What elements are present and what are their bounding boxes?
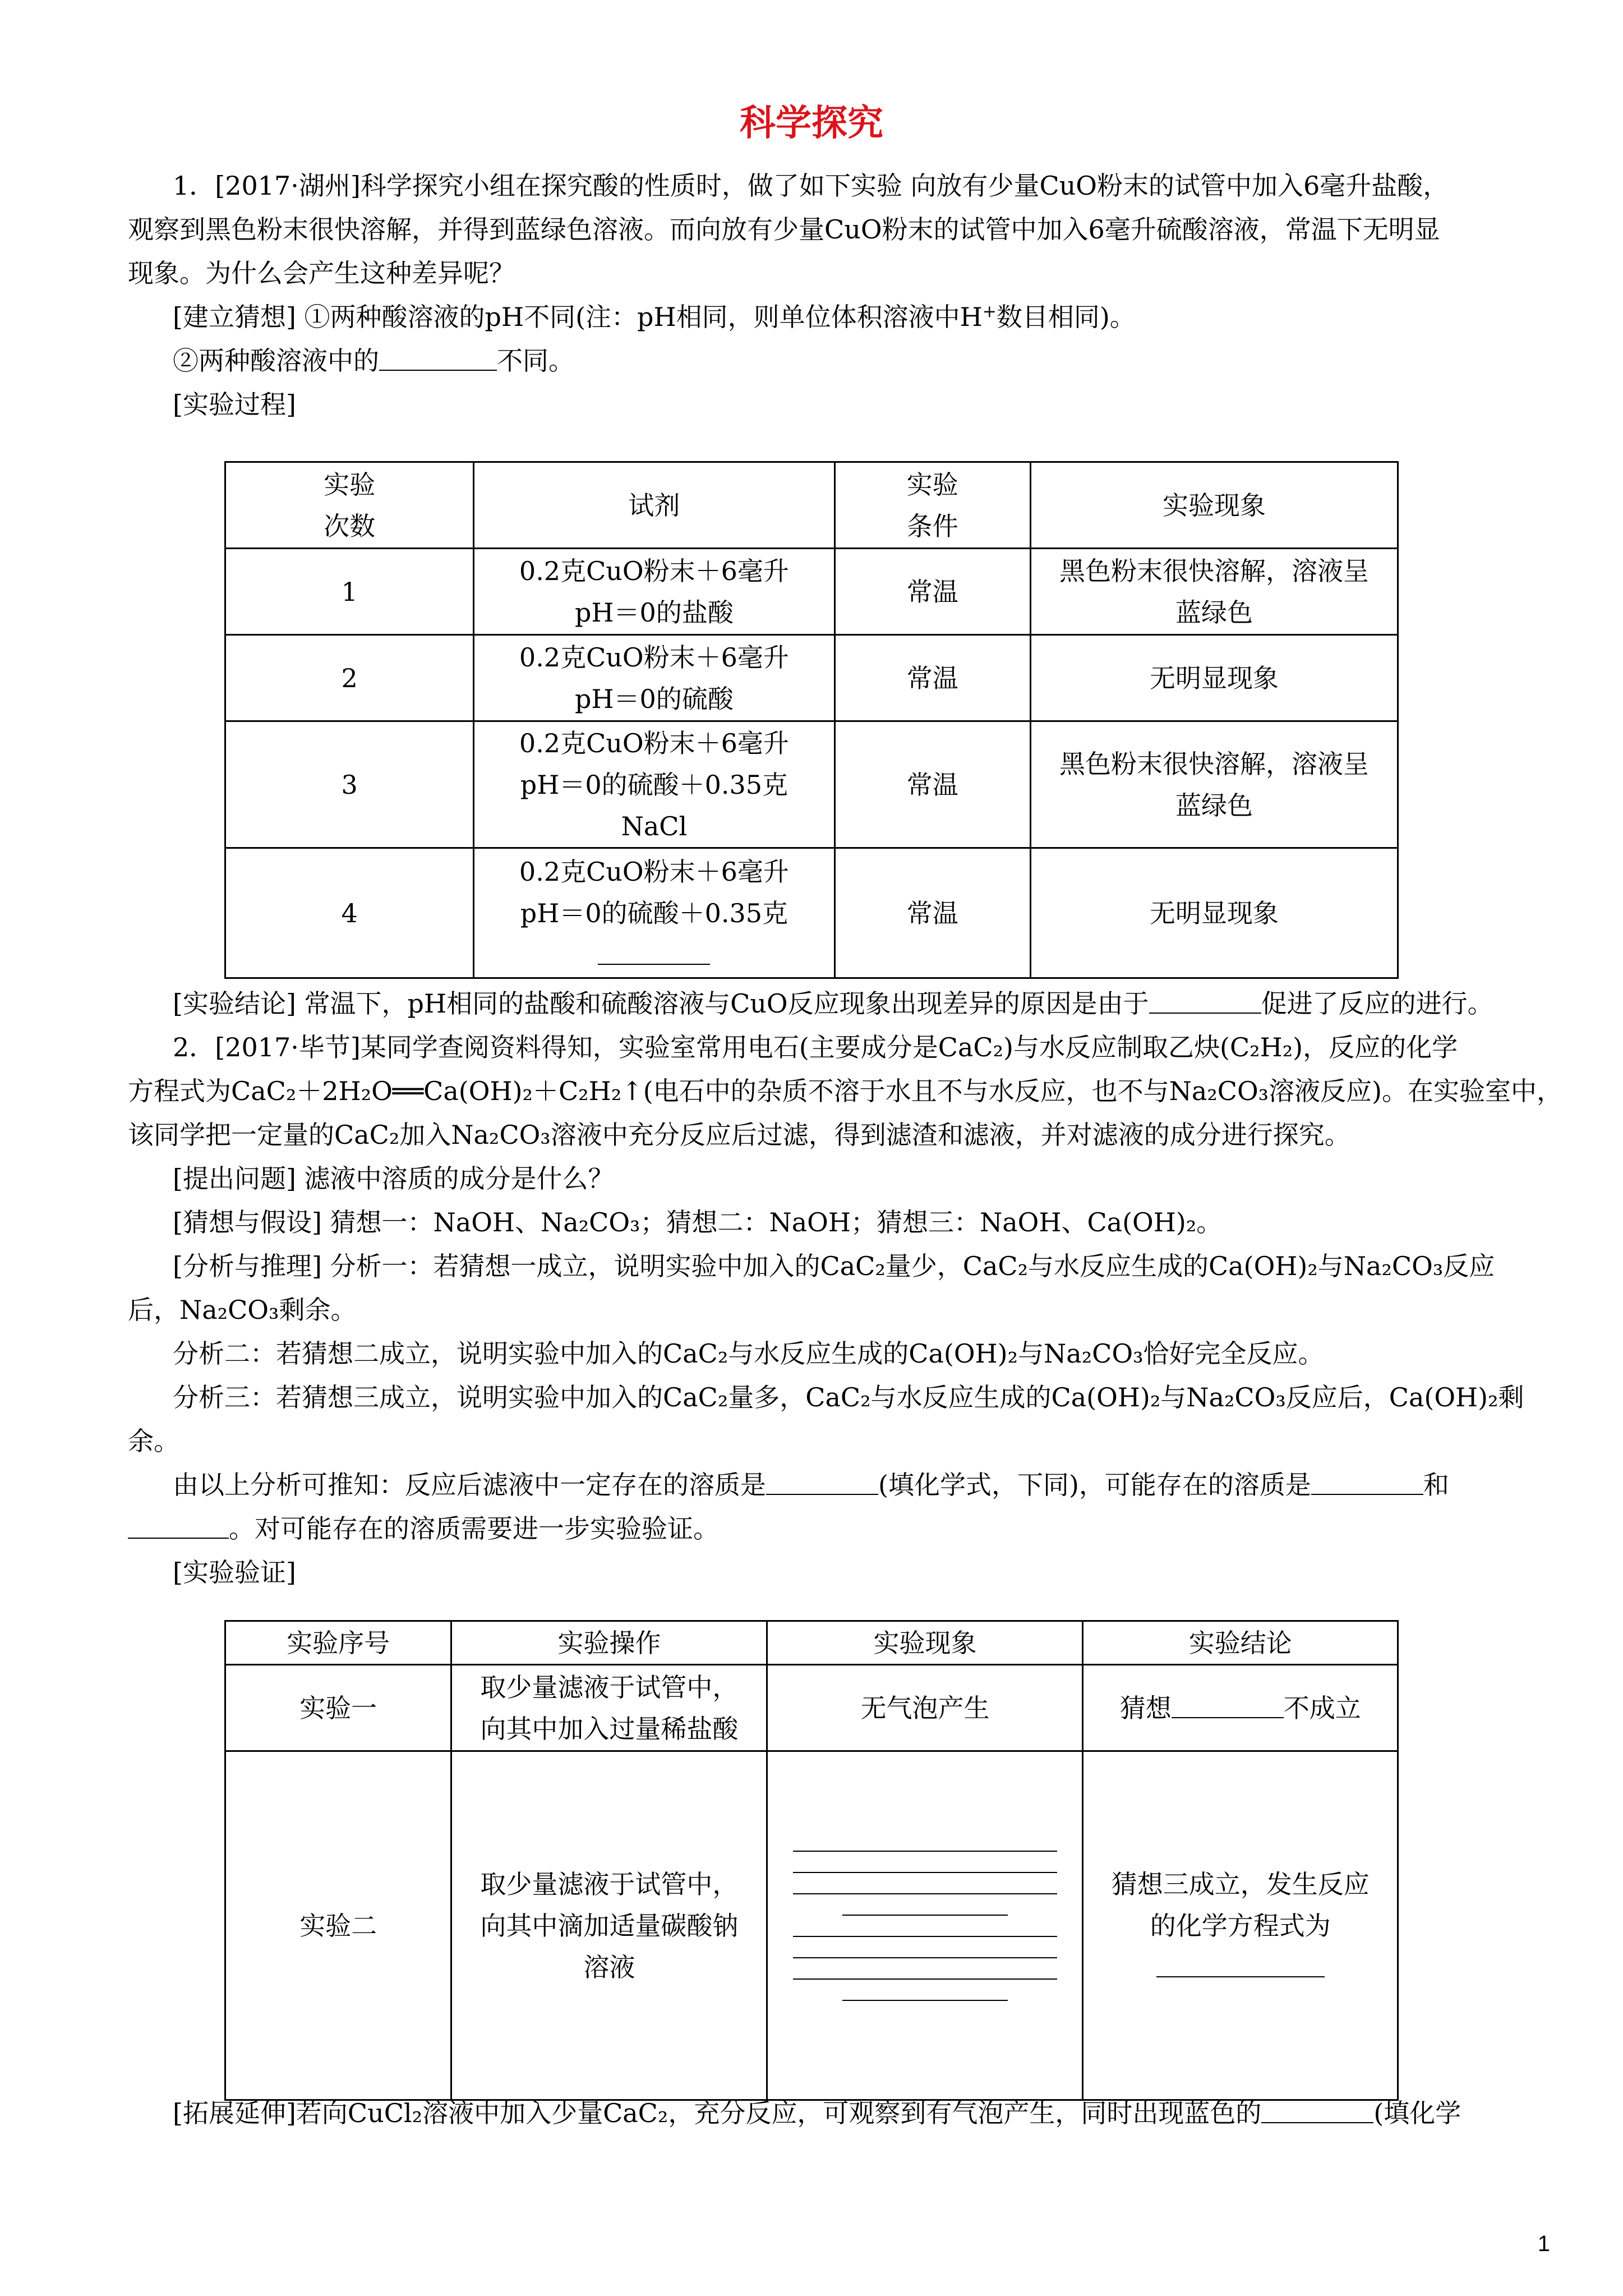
header-reagent: 试剂 [474,462,834,549]
q2-guess: [猜想与假设] 猜想一：NaOH、Na₂CO₃；猜想二：NaOH；猜想三：NaOH、Ca(OH)₂。 [173,1207,1223,1237]
answer-blank[interactable] [766,1471,878,1495]
hyp1-sup: + [982,302,997,321]
conclusion-text: [实验结论] 常温下，pH相同的盐酸和硫酸溶液与CuO反应现象出现差异的原因是由于 [173,988,1149,1019]
answer-line [793,1978,1058,1980]
answer-line [793,1957,1058,1958]
answer-blank[interactable] [1311,1471,1423,1495]
infer-text: 由以上分析可推知：反应后滤液中一定存在的溶质是 [173,1470,766,1500]
conclusion-text-end: 促进了反应的进行。 [1261,988,1493,1019]
cell-observation: 无明显现象 [1030,848,1398,978]
cell-observation: 黑色粉末很快溶解，溶液呈 蓝绿色 [1030,721,1398,848]
concl-text: 猜想三成立，发生反应 的化学方程式为 [1111,1869,1370,1941]
hyp1-text-end: 数目相同)。 [996,302,1136,332]
q2-line3: 该同学把一定量的CaC₂加入Na₂CO₃溶液中充分反应后过滤，得到滤渣和滤液，并对滤液的成分进行探究。 [128,1120,1350,1150]
q2-analysis3b: 余。 [128,1426,179,1456]
header-trial: 实验 次数 [225,462,474,549]
cell-condition: 常温 [834,549,1030,635]
reagent-text: 0.2克CuO粉末＋6毫升 pH＝0的硫酸＋0.35克 [519,856,789,928]
table-row [225,549,1398,635]
infer-text: 和 [1423,1470,1449,1500]
q1-hypothesis-2 [173,339,1623,383]
cell-reagent: 0.2克CuO粉末＋6毫升 pH＝0的硫酸 [474,635,834,721]
table-header-row [225,462,1398,549]
answer-blank[interactable] [379,347,497,371]
concl-text-end: 不成立 [1283,1692,1361,1723]
q2-question: [提出问题] 滤液中溶质的成分是什么？ [173,1163,614,1194]
answer-line [842,1915,1008,1916]
q1-conclusion [173,982,1623,1025]
q2-line1: 2．[2017·毕节]某同学查阅资料得知，实验室常用电石(主要成分是CaC₂)与水反应制取乙炔(C₂H₂)，反应的化学 [173,1032,1458,1062]
header-phenomenon: 实验现象 [767,1621,1083,1665]
cell-conclusion [1083,1665,1398,1751]
table-row [225,721,1398,848]
page-title: 科学探究 [740,103,883,144]
cell-no: 2 [225,635,474,721]
table-row [225,635,1398,721]
cell-operation: 取少量滤液于试管中， 向其中加入过量稀盐酸 [451,1665,767,1751]
infer-text: (填化学式，下同)，可能存在的溶质是 [878,1470,1311,1500]
cell-conclusion [1083,1751,1398,2100]
q2-inference-a [173,1463,1623,1507]
answer-blank[interactable] [598,947,710,965]
header-no: 实验序号 [225,1621,451,1665]
cell-reagent [474,848,834,978]
page-number: 1 [1537,2231,1550,2256]
hyp2-text-end: 不同。 [497,346,574,376]
q2-verify-label: [实验验证] [173,1557,296,1588]
q1-process-label: [实验过程] [173,389,296,420]
cell-phenomenon: 无气泡产生 [767,1665,1083,1751]
cell-phenomenon-blank[interactable] [767,1751,1083,2100]
cell-no: 实验二 [225,1751,451,2100]
answer-blank[interactable] [1149,990,1261,1014]
q2-extension [173,2091,1623,2135]
extend-text: [拓展延伸]若向CuCl₂溶液中加入少量CaC₂，充分反应，可观察到有气泡产生，同时出现蓝色的 [173,2098,1262,2128]
table-row [225,1751,1398,2100]
cell-observation: 黑色粉末很快溶解，溶液呈 蓝绿色 [1030,549,1398,635]
cell-no: 1 [225,549,474,635]
cell-reagent: 0.2克CuO粉末＋6毫升 pH＝0的硫酸＋0.35克 NaCl [474,721,834,848]
q2-analysis1a: [分析与推理] 分析一：若猜想一成立，说明实验中加入的CaC₂量少，CaC₂与水反应生成的Ca(OH)₂与Na₂CO₃反应 [173,1251,1495,1281]
cell-operation: 取少量滤液于试管中， 向其中滴加适量碳酸钠 溶液 [451,1751,767,2100]
hyp2-text: ②两种酸溶液中的 [173,346,379,376]
q2-line2: 方程式为CaC₂＋2H₂O══Ca(OH)₂＋C₂H₂↑(电石中的杂质不溶于水且不与水反应，也不与Na₂CO₃溶液反应)。在实验室中， [128,1076,1563,1106]
q2-inference-b [128,1507,1586,1550]
answer-line [793,1872,1058,1873]
cell-no: 实验一 [225,1665,451,1751]
hyp1-text: [建立猜想] ①两种酸溶液的pH不同(注：pH相同，则单位体积溶液中H [173,302,983,332]
q1-table [224,461,1399,979]
infer-text-end: 。对可能存在的溶质需要进一步实验验证。 [229,1513,719,1544]
concl-text: 猜想 [1119,1692,1172,1723]
cell-reagent: 0.2克CuO粉末＋6毫升 pH＝0的盐酸 [474,549,834,635]
answer-line [793,1851,1058,1852]
extend-text-end: (填化学 [1373,2098,1461,2128]
table-header-row [225,1621,1398,1665]
table-row [225,1665,1398,1751]
header-operation: 实验操作 [451,1621,767,1665]
answer-line [842,2000,1008,2001]
cell-condition: 常温 [834,721,1030,848]
cell-observation: 无明显现象 [1030,635,1398,721]
header-condition: 实验 条件 [834,462,1030,549]
q1-line3: 现象。为什么会产生这种差异呢？ [128,258,515,288]
header-conclusion: 实验结论 [1083,1621,1398,1665]
q1-line1: 1．[2017·湖州]科学探究小组在探究酸的性质时，做了如下实验 向放有少量CuO粉末的试管中加入6毫升盐酸， [173,171,1449,201]
q2-table [224,1620,1399,2101]
table-row [225,848,1398,978]
header-observation: 实验现象 [1030,462,1398,549]
answer-blank[interactable] [128,1515,229,1539]
q2-analysis1b: 后，Na₂CO₃剩余。 [128,1295,357,1325]
cell-no: 4 [225,848,474,978]
q2-analysis2: 分析二：若猜想二成立，说明实验中加入的CaC₂与水反应生成的Ca(OH)₂与Na₂CO₃恰好完全反应。 [173,1338,1324,1369]
cell-no: 3 [225,721,474,848]
cell-condition: 常温 [834,635,1030,721]
cell-condition: 常温 [834,848,1030,978]
answer-blank[interactable] [1261,2100,1373,2123]
q1-line2: 观察到黑色粉末很快溶解，并得到蓝绿色溶液。而向放有少量CuO粉末的试管中加入6毫升硫酸溶液，常温下无明显 [128,214,1440,245]
answer-line [793,1936,1058,1937]
q2-analysis3a: 分析三：若猜想三成立，说明实验中加入的CaC₂量多，CaC₂与水反应生成的Ca(OH)₂与Na₂CO₃反应后，Ca(OH)₂剩 [173,1382,1524,1412]
answer-line [793,1893,1058,1894]
q1-hypothesis-1 [173,295,1623,339]
answer-blank[interactable] [1172,1695,1284,1718]
answer-blank[interactable] [1156,1954,1325,1977]
